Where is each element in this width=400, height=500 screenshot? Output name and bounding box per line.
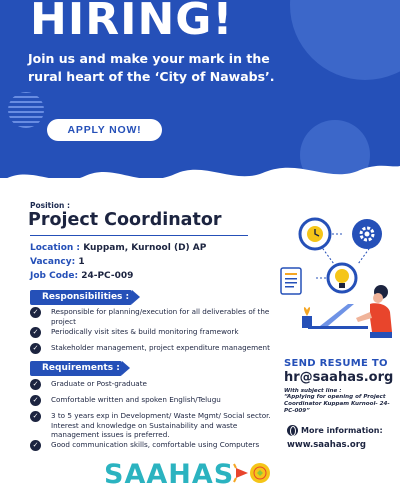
- divider: [30, 235, 248, 236]
- workflow-illustration: [278, 206, 400, 342]
- list-item: ✓ Responsible for planning/execution for all deliverables of the project: [30, 307, 280, 326]
- check-icon: ✓: [30, 343, 41, 354]
- check-icon: ✓: [30, 379, 41, 390]
- apply-now-button[interactable]: APPLY NOW!: [47, 119, 162, 141]
- list-item: ✓ Periodically visit sites & build monitoring framework: [30, 327, 280, 338]
- check-icon: ✓: [30, 395, 41, 406]
- list-item: ✓ 3 to 5 years exp in Development/ Waste Mgmt/ Social sector. Interest and knowledge on Sustainability and waste management issues is preferred.: [30, 411, 280, 440]
- wave-divider: [0, 150, 400, 178]
- resume-email-link[interactable]: hr@saahas.org: [284, 370, 394, 385]
- location-row: Location : Kuppam, Kurnool (D) AP: [30, 243, 207, 253]
- position-label: Position :: [30, 201, 70, 210]
- subject-line-label: With subject line :: [284, 388, 342, 394]
- svg-text:SAAHAS: SAAHAS: [104, 459, 235, 490]
- check-icon: ✓: [30, 307, 41, 318]
- vacancy-row: Vacancy: 1: [30, 257, 85, 267]
- more-information-row: More information:: [287, 425, 383, 436]
- website-link[interactable]: www.saahas.org: [287, 440, 366, 450]
- list-item: ✓ Comfortable written and spoken English/Telugu: [30, 395, 280, 406]
- responsibilities-heading: Responsibilities :: [30, 290, 132, 305]
- check-icon: ✓: [30, 327, 41, 338]
- list-item: ✓ Graduate or Post-graduate: [30, 379, 280, 390]
- hiring-banner: [0, 0, 400, 178]
- list-item: ✓ Good communication skills, comfortable using Computers: [30, 440, 280, 451]
- hiring-tagline: Join us and make your mark in the rural heart of the ‘City of Nawabs’.: [28, 51, 275, 84]
- check-icon: ✓: [30, 440, 41, 451]
- job-code-row: Job Code: 24-PC-009: [30, 271, 134, 281]
- list-item: ✓ Stakeholder management, project expenditure management: [30, 343, 280, 354]
- decorative-striped-circle: [8, 92, 44, 128]
- decorative-circle-large: [290, 0, 400, 80]
- globe-icon: [287, 425, 298, 436]
- check-icon: ✓: [30, 411, 41, 422]
- send-resume-title: SEND RESUME TO: [284, 358, 388, 369]
- saahas-logo: [104, 456, 274, 490]
- hiring-title: HIRING!: [30, 0, 234, 45]
- subject-line-text: “Applying for opening of Project Coordinator Kuppam Kurnool- 24-PC-009”: [284, 394, 390, 415]
- requirements-heading: Requirements :: [30, 361, 122, 376]
- position-title: Project Coordinator: [28, 210, 222, 230]
